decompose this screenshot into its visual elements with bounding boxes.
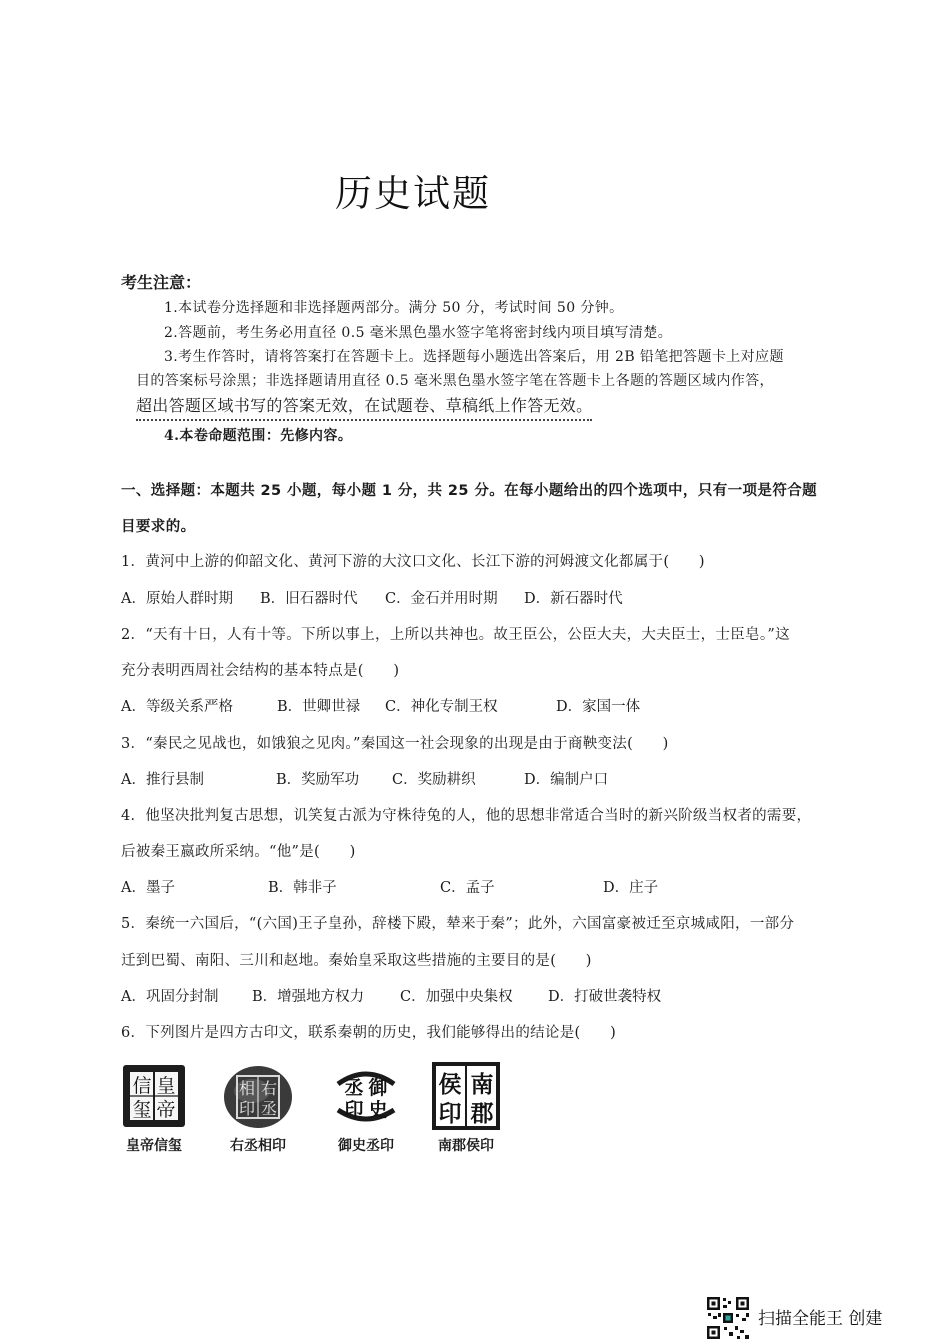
question-5-stem-line-2: 迁到巴蜀、南阳、三川和赵地。秦始皇采取这些措施的主要目的是( ) [121, 953, 592, 969]
question-5-option-d: D．打破世袭特权 [548, 989, 662, 1005]
seal-4-glyph-4: 印 [438, 1100, 462, 1127]
question-4-option-b: B．韩非子 [268, 880, 337, 896]
question-4-option-a: A．墨子 [121, 880, 175, 896]
seal-2-icon [222, 1062, 294, 1130]
seal-3-glyph-2: 史 [368, 1099, 388, 1121]
seal-1-glyph-3: 信 [132, 1075, 152, 1097]
seal-2-glyph-2: 丞 [260, 1099, 278, 1118]
question-2-option-c: C．神化专制王权 [385, 699, 498, 715]
scanner-watermark-text: 扫描全能王 创建 [758, 1309, 883, 1329]
question-6-stem: 6．下列图片是四方古印文，联系秦朝的历史，我们能够得出的结论是( ) [121, 1025, 617, 1041]
qr-code-icon [706, 1296, 750, 1340]
seal-2-glyph-1: 右 [260, 1079, 278, 1098]
seal-2-glyph-4: 印 [238, 1099, 256, 1118]
question-2-stem-line-2: 充分表明西周社会结构的基本特点是( ) [121, 663, 400, 679]
section-1-heading-line-2: 目要求的。 [121, 519, 196, 535]
seal-3-glyph-3: 丞 [344, 1077, 364, 1099]
question-3-option-a: A．推行县制 [121, 772, 204, 788]
seal-nanjun-hou-yin [421, 1062, 511, 1155]
question-5-option-c: C．加强中央集权 [400, 989, 513, 1005]
question-4-option-d: D．庄子 [603, 880, 659, 896]
question-1-option-a: A．原始人群时期 [121, 591, 233, 607]
seal-1-icon [120, 1062, 188, 1130]
question-2-option-b: B．世卿世禄 [277, 699, 361, 715]
question-5-stem-line-1: 5．秦统一六国后，“(六国)王子皇孙，辞楼下殿，辇来于秦”；此外，六国富豪被迁至京城咸阳，一部分 [121, 916, 795, 932]
notice-line-3b: 目的答案标号涂黑；非选择题请用直径 0.5 毫米黑色墨水签字笔在答题卡上各题的答题区域内作答， [136, 373, 774, 389]
notice-line-3c [136, 393, 592, 416]
seal-yushi-cheng-yin [321, 1062, 411, 1155]
seal-4-icon [430, 1062, 502, 1130]
seal-2-glyph-3: 相 [238, 1079, 256, 1098]
seal-1-caption: 皇帝信玺 [126, 1138, 182, 1154]
notice-heading: 考生注意： [121, 273, 202, 292]
question-1-option-b: B．旧石器时代 [260, 591, 358, 607]
page-title: 历史试题 [335, 172, 491, 215]
seal-3-glyph-4: 印 [344, 1099, 364, 1121]
question-5-option-a: A．巩固分封制 [121, 989, 219, 1005]
seal-1-glyph-2: 帝 [156, 1099, 176, 1121]
seal-4-glyph-2: 郡 [470, 1100, 494, 1127]
notice-line-2: 2.答题前，考生务必用直径 0.5 毫米黑色墨水签字笔将密封线内项目填写清楚。 [164, 325, 673, 341]
question-4-stem-line-2: 后被秦王嬴政所采纳。“他”是( ) [121, 844, 356, 860]
seal-3-caption: 御史丞印 [338, 1138, 394, 1154]
seal-4-caption: 南郡侯印 [438, 1138, 494, 1154]
question-1-option-d: D．新石器时代 [524, 591, 623, 607]
notice-line-4: 4.本卷命题范围：先修内容。 [164, 428, 353, 444]
question-2-stem-line-1: 2．“天有十日，人有十等。下所以事上，上所以共神也。故王臣公，公臣大夫，大夫臣士，士臣皂。”这 [121, 627, 790, 643]
question-3-option-b: B．奖励军功 [276, 772, 360, 788]
seal-huangdi-xinxi [109, 1062, 199, 1155]
question-4-option-c: C．孟子 [440, 880, 495, 896]
seal-4-glyph-3: 侯 [438, 1071, 462, 1098]
seal-2-caption: 右丞相印 [230, 1138, 286, 1154]
seal-3-glyph-1: 御 [368, 1077, 388, 1099]
section-1-heading-line-1: 一、选择题：本题共 25 小题，每小题 1 分，共 25 分。在每小题给出的四个选项中，只有一项是符合题 [121, 483, 818, 499]
seal-1-glyph-1: 皇 [156, 1075, 176, 1097]
seal-4-glyph-1: 南 [470, 1071, 494, 1098]
notice-line-1: 1.本试卷分选择题和非选择题两部分。满分 50 分，考试时间 50 分钟。 [164, 300, 624, 316]
question-1-option-c: C．金石并用时期 [385, 591, 498, 607]
scanner-watermark [706, 1296, 950, 1340]
question-2-option-a: A．等级关系严格 [121, 699, 233, 715]
question-3-option-d: D．编制户口 [524, 772, 609, 788]
notice-line-3a: 3.考生作答时，请将答案打在答题卡上。选择题每小题选出答案后，用 2B 铅笔把答题卡上对应题 [164, 349, 784, 365]
question-5-option-b: B．增强地方权力 [252, 989, 365, 1005]
seal-3-icon [330, 1062, 402, 1130]
question-3-option-c: C．奖励耕织 [392, 772, 476, 788]
question-4-stem-line-1: 4．他坚决批判复古思想，讥笑复古派为守株待兔的人，他的思想非常适合当时的新兴阶级当权者的需要， [121, 808, 812, 824]
seal-you-chengxiang-yin [213, 1062, 303, 1155]
notice-line-3c-text: 超出答题区域书写的答案无效，在试题卷、草稿纸上作答无效。 [136, 396, 592, 421]
question-2-option-d: D．家国一体 [556, 699, 641, 715]
seal-1-glyph-4: 玺 [132, 1099, 152, 1121]
question-3-stem: 3．“秦民之见战也，如饿狼之见肉。”秦国这一社会现象的出现是由于商鞅变法( ) [121, 736, 669, 752]
question-1-stem: 1．黄河中上游的仰韶文化、黄河下游的大汶口文化、长江下游的河姆渡文化都属于( ) [121, 554, 705, 570]
